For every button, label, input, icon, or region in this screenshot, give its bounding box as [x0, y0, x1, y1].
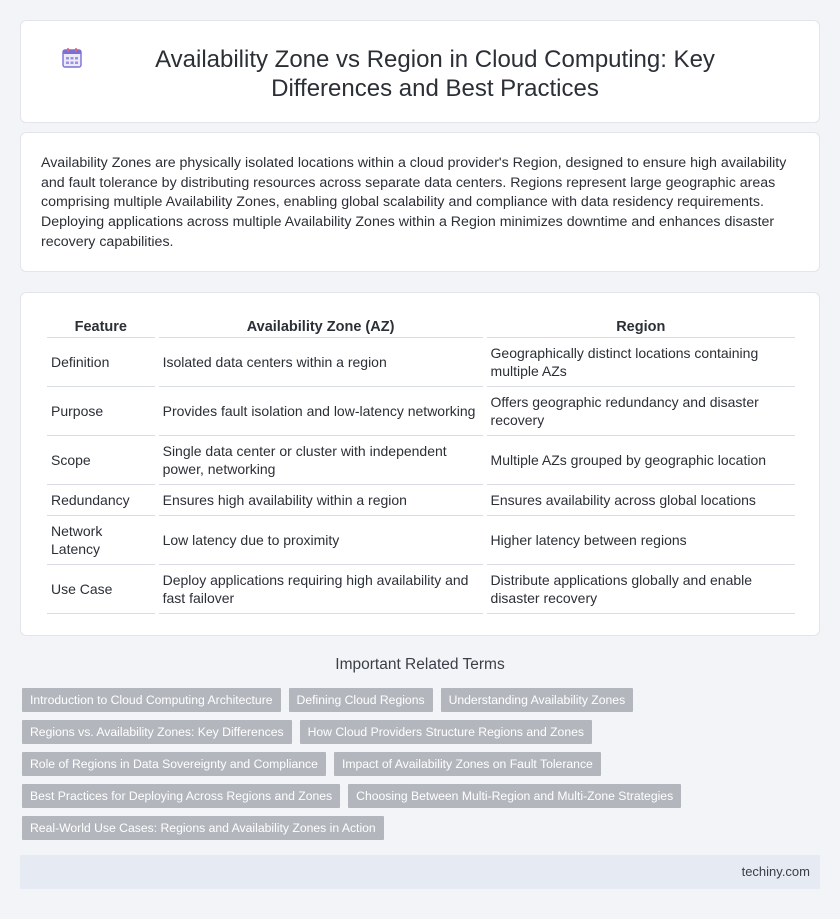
comparison-table [43, 314, 799, 614]
region-cell: Higher latency between regions [487, 516, 795, 565]
table-row [47, 485, 795, 516]
related-terms-list [22, 688, 722, 848]
tag-row [22, 720, 722, 744]
table-row [47, 338, 795, 387]
region-cell: Distribute applications globally and enable disaster recovery [487, 565, 795, 614]
region-cell: Geographically distinct locations containing multiple AZs [487, 338, 795, 387]
related-term-tag[interactable]: Role of Regions in Data Sovereignty and Compliance [22, 752, 326, 776]
column-header-region: Region [487, 314, 795, 338]
az-cell: Single data center or cluster with independent power, networking [159, 436, 483, 485]
column-header-feature: Feature [47, 314, 155, 338]
feature-cell: Network Latency [47, 516, 155, 565]
related-term-tag[interactable]: Choosing Between Multi-Region and Multi-Zone Strategies [348, 784, 681, 808]
feature-cell: Purpose [47, 387, 155, 436]
tag-row [22, 816, 722, 840]
region-cell: Offers geographic redundancy and disaster recovery [487, 387, 795, 436]
feature-cell: Redundancy [47, 485, 155, 516]
az-cell: Deploy applications requiring high availability and fast failover [159, 565, 483, 614]
feature-cell: Scope [47, 436, 155, 485]
related-term-tag[interactable]: Understanding Availability Zones [441, 688, 634, 712]
table-row [47, 387, 795, 436]
intro-paragraph: Availability Zones are physically isolated locations within a cloud provider's Region, designed to ensure high availability and fault tolerance by distributing resources across separate data centers. Regions represent large geographic areas comprising multiple Availability Zones, enabling global scalability and compliance with data residency requirements. Deploying applications across multiple Availability Zones within a Region minimizes downtime and enhances disaster recovery capabilities. [41, 155, 787, 250]
table-row [47, 565, 795, 614]
footer [20, 855, 820, 889]
related-term-tag[interactable]: Impact of Availability Zones on Fault Tolerance [334, 752, 601, 776]
tag-row [22, 784, 722, 808]
tag-row [22, 688, 722, 712]
related-term-tag[interactable]: Real-World Use Cases: Regions and Availability Zones in Action [22, 816, 384, 840]
az-cell: Ensures high availability within a region [159, 485, 483, 516]
related-term-tag[interactable]: Regions vs. Availability Zones: Key Differences [22, 720, 292, 744]
table-header-row [47, 314, 795, 338]
region-cell: Multiple AZs grouped by geographic location [487, 436, 795, 485]
comparison-table-card [20, 292, 820, 636]
page-title: Availability Zone vs Region in Cloud Computing: Key Differences and Best Practices [155, 46, 715, 102]
related-terms-heading: Important Related Terms [335, 656, 505, 673]
column-header-availability-zone: Availability Zone (AZ) [159, 314, 483, 338]
tag-row [22, 752, 722, 776]
footer-brand-link[interactable]: techiny.com [741, 864, 810, 879]
table-row [47, 516, 795, 565]
az-cell: Low latency due to proximity [159, 516, 483, 565]
az-cell: Provides fault isolation and low-latency networking [159, 387, 483, 436]
related-term-tag[interactable]: Introduction to Cloud Computing Architecture [22, 688, 281, 712]
title-card [20, 20, 820, 123]
related-term-tag[interactable]: Best Practices for Deploying Across Regions and Zones [22, 784, 340, 808]
intro-card [20, 132, 820, 272]
feature-cell: Definition [47, 338, 155, 387]
region-cell: Ensures availability across global locations [487, 485, 795, 516]
related-term-tag[interactable]: Defining Cloud Regions [289, 688, 433, 712]
related-term-tag[interactable]: How Cloud Providers Structure Regions and Zones [300, 720, 592, 744]
az-cell: Isolated data centers within a region [159, 338, 483, 387]
feature-cell: Use Case [47, 565, 155, 614]
table-row [47, 436, 795, 485]
